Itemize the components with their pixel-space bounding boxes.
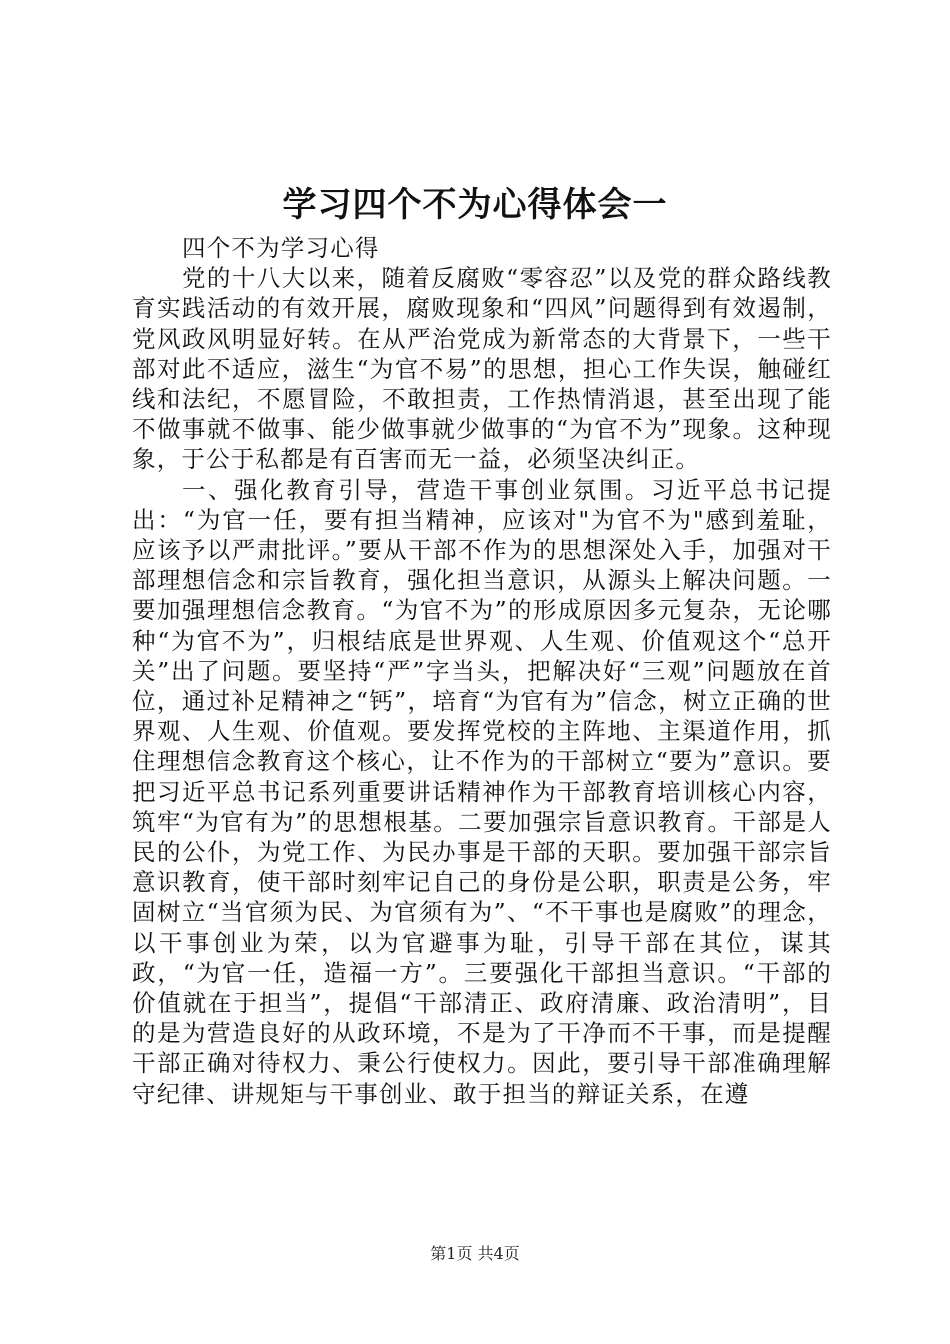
subtitle-paragraph: 四个不为学习心得 <box>182 234 380 262</box>
document-title: 学习四个不为心得体会一 <box>282 185 668 225</box>
document-body <box>132 233 832 1109</box>
section-one-paragraph: 一、强化教育引导，营造干事创业氛围。习近平总书记提出：“为官一任，要有担当精神，应该对"为官不为"感到羞耻，应该予以严肃批评。”要从干部不作为的思想深处入手，加强对干部理想信念和宗旨教育，强化担当意识，从源头上解决问题。一要加强理想信念教育。“为官不为”的形成原因多元复杂，无论哪种“为官不为”，归根结底是世界观、人生观、价值观这个“总开关”出了问题。要坚持“严”字当头，把解决好“三观”问题放在首位，通过补足精神之“钙”，培育“为官有为”信念，树立正确的世界观、人生观、价值观。要发挥党校的主阵地、主渠道作用，抓住理想信念教育这个核心，让不作为的干部树立“要为”意识。要把习近平总书记系列重要讲话精神作为干部教育培训核心内容，筑牢“为官有为”的思想根基。二要加强宗旨意识教育。干部是人民的公仆，为党工作、为民办事是干部的天职。要加强干部宗旨意识教育，使干部时刻牢记自己的身份是公职，职责是公务，牢固树立“当官须为民、为官须有为”、“不干事也是腐败”的理念，以干事创业为荣，以为官避事为耻，引导干部在其位，谋其政，“为官一任，造福一方”。三要强化干部担当意识。“干部的价值就在于担当”，提倡“干部清正、政府清廉、政治清明”，目的是为营造良好的从政环境，不是为了干净而不干事，而是提醒干部正确对待权力、秉公行使权力。因此，要引导干部准确理解守纪律、讲规矩与干事创业、敢于担当的辩证关系，在遵 <box>132 475 832 1108</box>
page-number-footer: 第1页 共4页 <box>430 1244 520 1263</box>
intro-paragraph: 党的十八大以来，随着反腐败“零容忍”以及党的群众路线教育实践活动的有效开展，腐败现象和“四风”问题得到有效遏制，党风政风明显好转。在从严治党成为新常态的大背景下，一些干部对此不适应，滋生“为官不易”的思想，担心工作失误，触碰红线和法纪，不愿冒险，不敢担责，工作热情消退，甚至出现了能不做事就不做事、能少做事就少做事的“为官不为”现象。这种现象，于公于私都是有百害而无一益，必须坚决纠正。 <box>132 264 832 474</box>
